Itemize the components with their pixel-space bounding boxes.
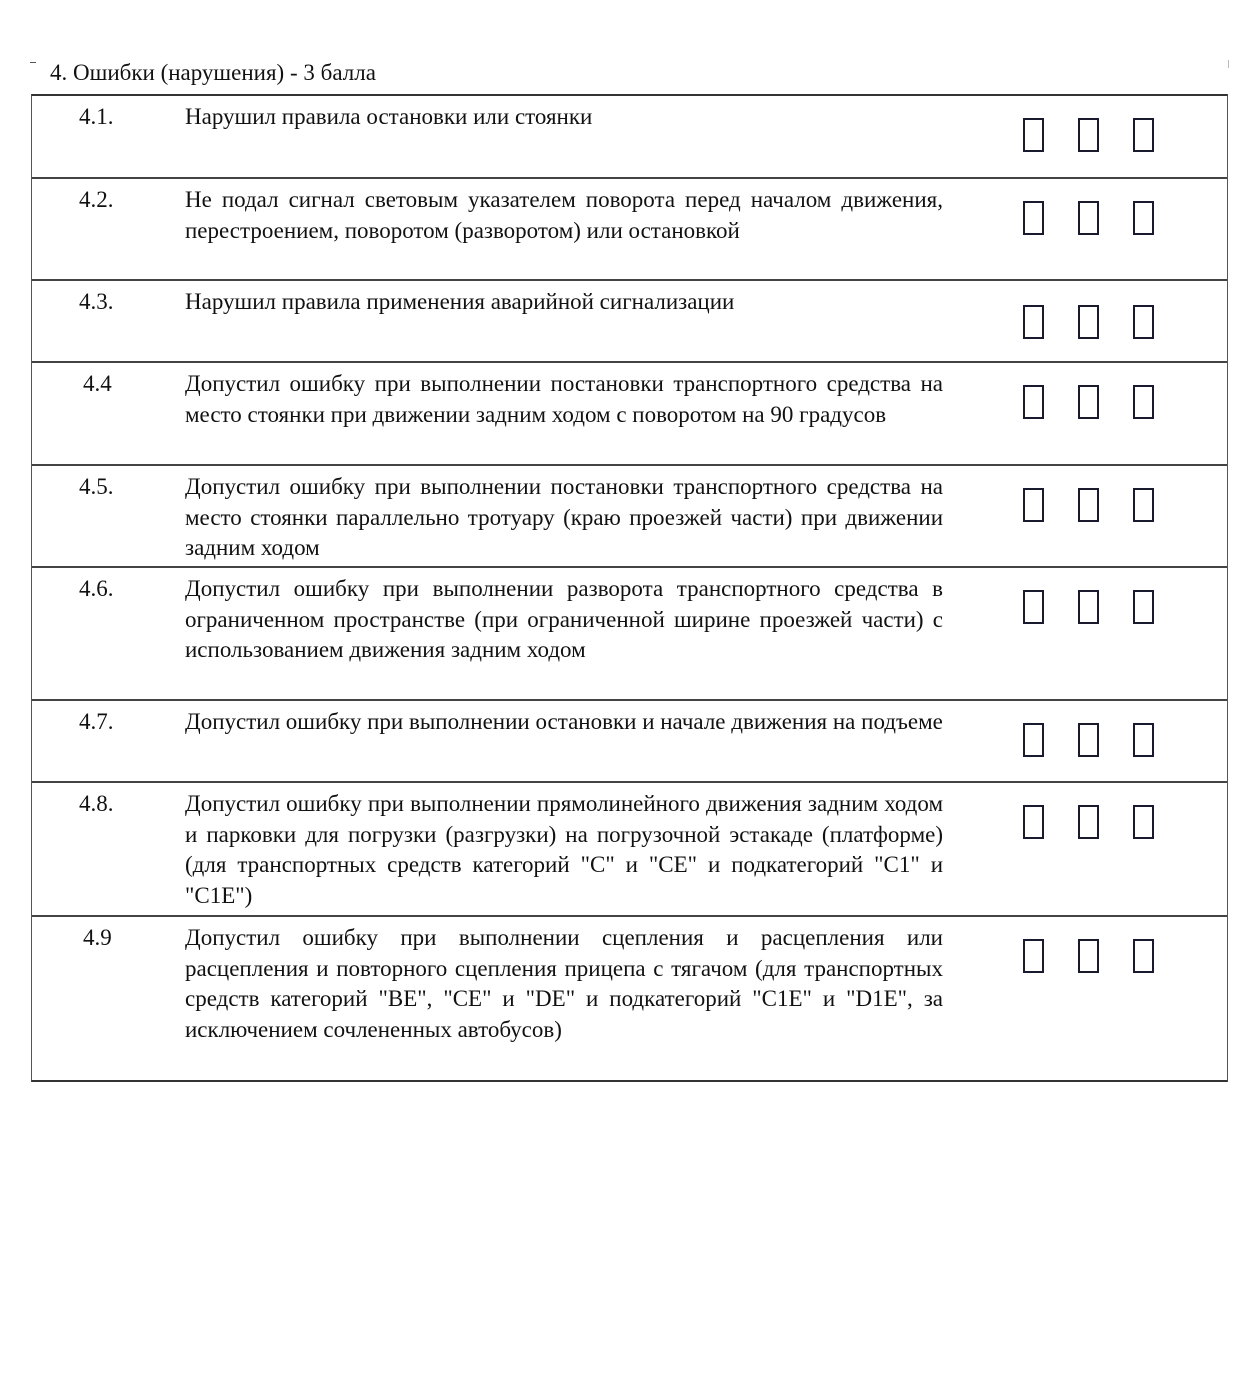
checkbox[interactable]	[1078, 805, 1099, 839]
row-description: Не подал сигнал световым указателем поворота перед началом движения, перестроением, поворотом (разворотом) или остановкой	[185, 187, 943, 243]
table-row	[32, 783, 1227, 917]
checkbox[interactable]	[1078, 939, 1099, 973]
row-number: 4.1.	[79, 104, 114, 129]
errors-table	[31, 94, 1228, 1082]
checkbox[interactable]	[1133, 805, 1154, 839]
checkbox[interactable]	[1133, 305, 1154, 339]
checkbox[interactable]	[1078, 590, 1099, 624]
table-row	[32, 917, 1227, 1080]
checkbox[interactable]	[1133, 939, 1154, 973]
table-row	[32, 281, 1227, 363]
row-description: Допустил ошибку при выполнении остановки и начале движения на подъеме	[185, 709, 943, 734]
checkbox[interactable]	[1133, 590, 1154, 624]
row-description: Нарушил правила остановки или стоянки	[185, 104, 593, 129]
table-row	[32, 701, 1227, 783]
checkbox[interactable]	[1023, 201, 1044, 235]
checkbox[interactable]	[1023, 488, 1044, 522]
row-description: Допустил ошибку при выполнении постановки транспортного средства на место стоянки при движении задним ходом с поворотом на 90 градусов	[185, 371, 943, 427]
checkbox[interactable]	[1133, 488, 1154, 522]
row-number: 4.3.	[79, 289, 114, 314]
row-number: 4.2.	[79, 187, 114, 212]
row-number: 4.6.	[79, 576, 114, 601]
table-row	[32, 179, 1227, 281]
table-row	[32, 363, 1227, 466]
row-description: Допустил ошибку при выполнении разворота транспортного средства в ограниченном пространстве (при ограниченной ширине проезжей части) с использованием движения задним ходом	[185, 576, 943, 662]
checkbox[interactable]	[1023, 118, 1044, 152]
checkbox-group	[1023, 385, 1154, 419]
row-number: 4.4	[83, 371, 112, 396]
checkbox[interactable]	[1078, 305, 1099, 339]
checkbox[interactable]	[1078, 118, 1099, 152]
checkbox[interactable]	[1023, 590, 1044, 624]
checkbox-group	[1023, 201, 1154, 235]
margin-mark	[30, 62, 36, 63]
checkbox[interactable]	[1078, 723, 1099, 757]
checkbox-group	[1023, 118, 1154, 152]
row-number: 4.9	[83, 925, 112, 950]
checkbox[interactable]	[1133, 201, 1154, 235]
checkbox-group	[1023, 305, 1154, 339]
checkbox[interactable]	[1023, 385, 1044, 419]
checkbox-group	[1023, 488, 1154, 522]
checkbox[interactable]	[1023, 939, 1044, 973]
row-description: Допустил ошибку при выполнении прямолинейного движения задним ходом и парковки для погрузки (разгрузки) на погрузочной эстакаде (платформе) (для транспортных средств категорий "С" и "СЕ" и подкатегорий "С1" и "С1Е")	[185, 791, 943, 908]
checkbox-group	[1023, 723, 1154, 757]
table-row	[32, 96, 1227, 179]
checkbox-group	[1023, 590, 1154, 624]
checkbox[interactable]	[1023, 805, 1044, 839]
checkbox[interactable]	[1078, 385, 1099, 419]
checkbox[interactable]	[1133, 385, 1154, 419]
checkbox-group	[1023, 939, 1154, 973]
checkbox[interactable]	[1078, 488, 1099, 522]
checkbox[interactable]	[1133, 723, 1154, 757]
checkbox[interactable]	[1133, 118, 1154, 152]
checkbox[interactable]	[1078, 201, 1099, 235]
row-description: Допустил ошибку при выполнении сцепления и расцепления или расцепления и повторного сцепления прицепа с тягачом (для транспортных средств категорий "ВЕ", "СЕ" и "DE" и подкатегорий "С1Е" и "D1E", за исключением сочлененных автобусов)	[185, 925, 943, 1042]
checkbox-group	[1023, 805, 1154, 839]
row-description: Нарушил правила применения аварийной сигнализации	[185, 289, 735, 314]
table-row	[32, 466, 1227, 568]
checkbox[interactable]	[1023, 305, 1044, 339]
row-number: 4.8.	[79, 791, 114, 816]
section-title: 4. Ошибки (нарушения) - 3 балла	[50, 60, 376, 85]
row-number: 4.5.	[79, 474, 114, 499]
margin-mark	[1228, 60, 1229, 68]
row-description: Допустил ошибку при выполнении постановки транспортного средства на место стоянки параллельно тротуару (краю проезжей части) при движении задним ходом	[185, 474, 943, 560]
row-number: 4.7.	[79, 709, 114, 734]
table-row	[32, 568, 1227, 701]
checkbox[interactable]	[1023, 723, 1044, 757]
